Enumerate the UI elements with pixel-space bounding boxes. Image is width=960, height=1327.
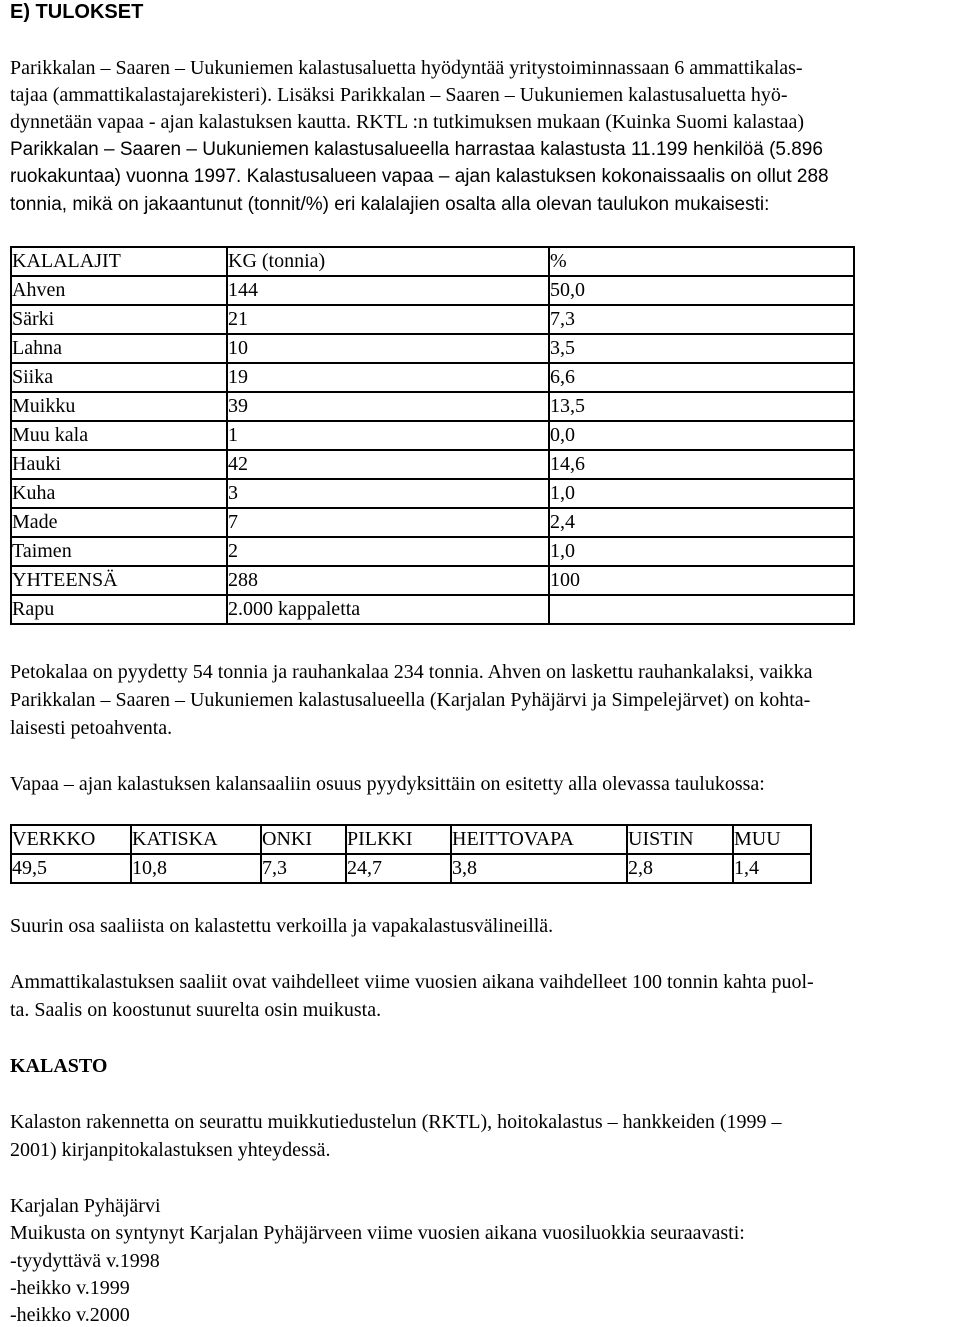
- species-cell: Taimen: [11, 537, 227, 566]
- weight-cell: 39: [227, 392, 549, 421]
- species-cell: Särki: [11, 305, 227, 334]
- percent-cell: 1,0: [549, 537, 854, 566]
- header-cell: ONKI: [261, 825, 346, 854]
- intro-line: Parikkalan – Saaren – Uukuniemen kalastusaluetta hyödyntää yritystoiminnassaan 6 ammattikalas-: [10, 57, 803, 79]
- weight-cell: 21: [227, 305, 549, 334]
- paragraph-line: Ammattikalastuksen saaliit ovat vaihdelleet viime vuosien aikana vaihdelleet 100 tonnin kahta puol-: [10, 971, 814, 993]
- table-row: [11, 595, 854, 624]
- species-cell: Ahven: [11, 276, 227, 305]
- intro-line: ruokakuntaa) vuonna 1997. Kalastusalueen vapaa – ajan kalastuksen kokonaissaalis on ollut 288: [10, 166, 829, 187]
- intro-line: dynnetään vapaa - ajan kalastuksen kautta. RKTL :n tutkimuksen mukaan (Kuinka Suomi kalastaa): [10, 111, 805, 133]
- gear-intro: Vapaa – ajan kalastuksen kalansaaliin osuus pyydyksittäin on esitetty alla olevassa taulukossa:: [10, 773, 765, 795]
- list-item: -heikko v.2000: [10, 1304, 130, 1326]
- percent-cell: 7,3: [549, 305, 854, 334]
- percent-cell: 3,5: [549, 334, 854, 363]
- weight-cell: 288: [227, 566, 549, 595]
- weight-cell: 7: [227, 508, 549, 537]
- header-cell: MUU: [733, 825, 811, 854]
- table-row: [11, 854, 811, 883]
- species-cell: Muikku: [11, 392, 227, 421]
- percent-cell: 0,0: [549, 421, 854, 450]
- header-cell: VERKKO: [11, 825, 131, 854]
- intro-line: tonnia, mikä on jakaantunut (tonnit/%) eri kalalajien osalta alla olevan taulukon mukaisesti:: [10, 194, 770, 215]
- table-row: [11, 392, 854, 421]
- table-row: [11, 479, 854, 508]
- paragraph-line: laisesti petoahventa.: [10, 717, 173, 739]
- table-row: [11, 537, 854, 566]
- paragraph-line: ta. Saalis on koostunut suurelta osin muikusta.: [10, 999, 382, 1021]
- weight-cell: 1: [227, 421, 549, 450]
- percent-cell: [549, 595, 854, 624]
- paragraph-line: Petokalaa on pyydetty 54 tonnia ja rauhankalaa 234 tonnia. Ahven on laskettu rauhankalaksi, vaikka: [10, 661, 813, 683]
- species-cell: Made: [11, 508, 227, 537]
- table-row: [11, 450, 854, 479]
- value-cell: 49,5: [11, 854, 131, 883]
- intro-line: Parikkalan – Saaren – Uukuniemen kalastusalueella harrastaa kalastusta 11.199 henkilöä (5.896: [10, 139, 823, 160]
- paragraph-line: Parikkalan – Saaren – Uukuniemen kalastusalueella (Karjalan Pyhäjärvi ja Simpelejärvet) on kohta-: [10, 689, 811, 711]
- table-row: [11, 363, 854, 392]
- value-cell: 10,8: [131, 854, 261, 883]
- paragraph-line: Muikusta on syntynyt Karjalan Pyhäjärveen viime vuosien aikana vuosiluokkia seuraavasti:: [10, 1222, 745, 1244]
- header-cell: KG (tonnia): [227, 247, 549, 276]
- table-header-row: [11, 247, 854, 276]
- kalasto-heading: KALASTO: [10, 1055, 108, 1077]
- weight-cell: 144: [227, 276, 549, 305]
- list-item: -heikko v.1999: [10, 1277, 130, 1299]
- list-item: -tyydyttävä v.1998: [10, 1250, 160, 1272]
- table-total-row: [11, 566, 854, 595]
- paragraph-line: Kalaston rakennetta on seurattu muikkutiedustelun (RKTL), hoitokalastus – hankkeiden (1999 –: [10, 1111, 782, 1133]
- table-row: [11, 334, 854, 363]
- percent-cell: 50,0: [549, 276, 854, 305]
- table-row: [11, 276, 854, 305]
- value-cell: 2,8: [627, 854, 733, 883]
- percent-cell: 13,5: [549, 392, 854, 421]
- header-cell: KALALAJIT: [11, 247, 227, 276]
- species-cell: Kuha: [11, 479, 227, 508]
- species-cell: Hauki: [11, 450, 227, 479]
- header-cell: PILKKI: [346, 825, 451, 854]
- species-cell: Siika: [11, 363, 227, 392]
- intro-line: tajaa (ammattikalastajarekisteri). Lisäksi Parikkalan – Saaren – Uukuniemen kalastusaluetta hyö-: [10, 84, 788, 106]
- percent-cell: 6,6: [549, 363, 854, 392]
- species-cell: YHTEENSÄ: [11, 566, 227, 595]
- species-cell: Rapu: [11, 595, 227, 624]
- gear-table: [10, 824, 812, 884]
- table-row: [11, 421, 854, 450]
- table-row: [11, 508, 854, 537]
- section-title: E) TULOKSET: [10, 1, 144, 23]
- weight-cell: 3: [227, 479, 549, 508]
- percent-cell: 2,4: [549, 508, 854, 537]
- catch-table: [10, 246, 855, 625]
- weight-cell: 19: [227, 363, 549, 392]
- species-cell: Muu kala: [11, 421, 227, 450]
- value-cell: 24,7: [346, 854, 451, 883]
- table-row: [11, 305, 854, 334]
- weight-cell: 10: [227, 334, 549, 363]
- weight-cell: 2: [227, 537, 549, 566]
- lake-subheading: Karjalan Pyhäjärvi: [10, 1195, 161, 1217]
- value-cell: 3,8: [451, 854, 627, 883]
- header-cell: KATISKA: [131, 825, 261, 854]
- value-cell: 1,4: [733, 854, 811, 883]
- table-header-row: [11, 825, 811, 854]
- paragraph-line: 2001) kirjanpitokalastuksen yhteydessä.: [10, 1139, 331, 1161]
- percent-cell: 100: [549, 566, 854, 595]
- header-cell: %: [549, 247, 854, 276]
- summary-line: Suurin osa saaliista on kalastettu verkoilla ja vapakalastusvälineillä.: [10, 915, 554, 937]
- percent-cell: 14,6: [549, 450, 854, 479]
- species-cell: Lahna: [11, 334, 227, 363]
- weight-cell: 2.000 kappaletta: [227, 595, 549, 624]
- header-cell: UISTIN: [627, 825, 733, 854]
- percent-cell: 1,0: [549, 479, 854, 508]
- header-cell: HEITTOVAPA: [451, 825, 627, 854]
- value-cell: 7,3: [261, 854, 346, 883]
- weight-cell: 42: [227, 450, 549, 479]
